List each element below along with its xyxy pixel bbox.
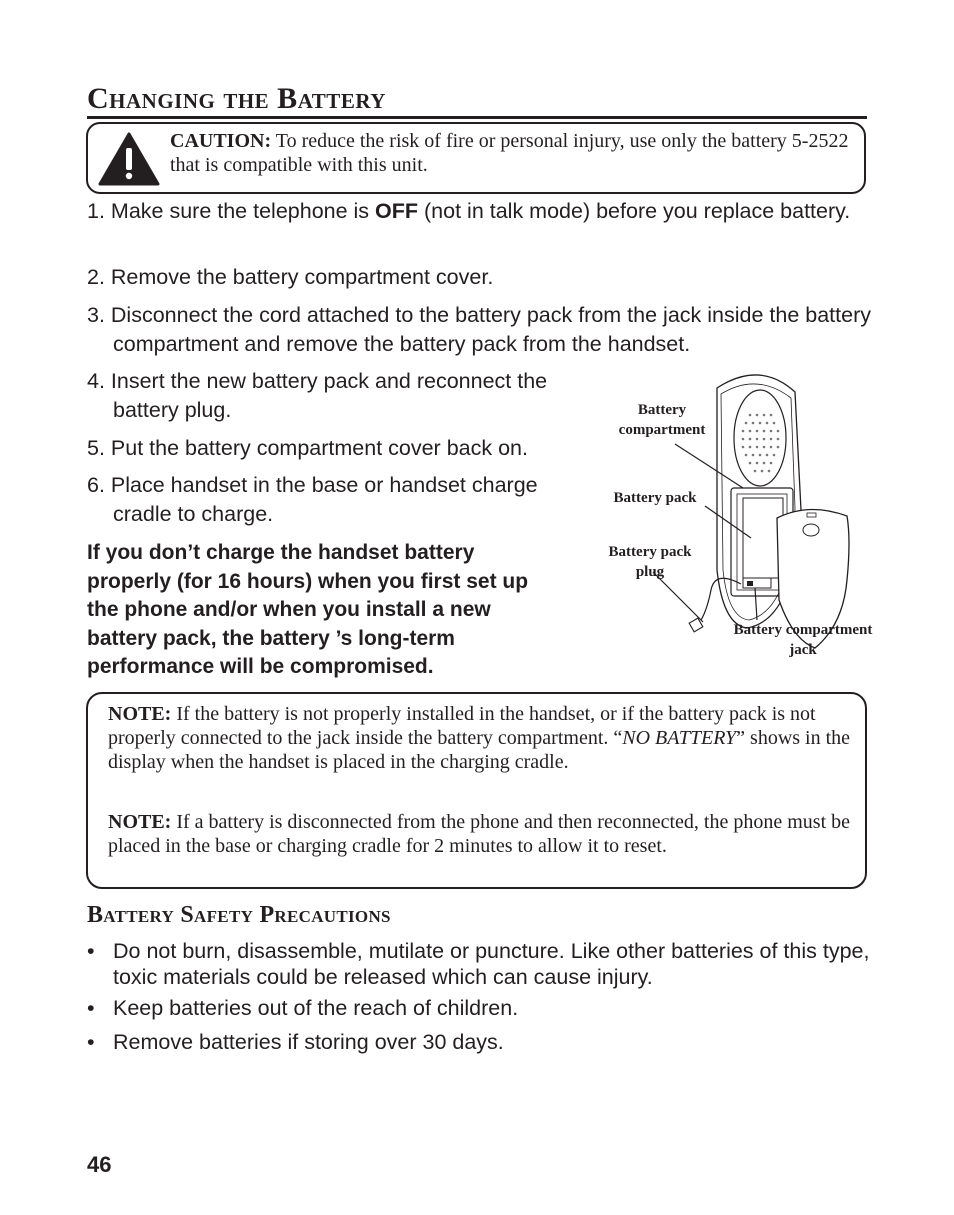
step-1-off: OFF — [375, 199, 419, 223]
step-1-text-end: (not in talk mode) before you replace battery. — [418, 199, 851, 223]
label-battery-pack-plug: Battery pack plug — [608, 544, 692, 580]
bullet-icon: • — [87, 939, 95, 963]
speaker-dots — [742, 414, 780, 473]
note-1-label: NOTE: — [108, 703, 172, 725]
handset-figure — [595, 370, 885, 670]
note-1-display-text: NO BATTERY — [622, 727, 737, 749]
note-2 — [108, 810, 858, 858]
step-1-text: 1. Make sure the telephone is — [87, 199, 376, 223]
step-1 — [87, 197, 863, 226]
note-1-text-end: ” shows in the display when the handset is placed in the charging cradle. — [108, 727, 851, 773]
caution-label: CAUTION: — [170, 130, 272, 152]
safety-item-3-text: Remove batteries if storing over 30 days. — [113, 1030, 504, 1054]
step-5: 5. Put the battery compartment cover back on. — [87, 436, 528, 460]
safety-item-2 — [87, 995, 883, 1021]
bullet-icon: • — [87, 996, 95, 1020]
warning-triangle-icon — [97, 131, 161, 187]
label-battery-compartment: Battery compartment — [618, 402, 706, 438]
note-2-label: NOTE: — [108, 811, 172, 833]
note-1-text: If the battery is not properly installed in the handset, or if the battery pack is not properly connected to the jack inside the battery compartment. “ — [108, 703, 816, 749]
step-6: 6. Place handset in the base or handset charge cradle to charge. — [87, 473, 538, 526]
title-rule — [87, 116, 867, 119]
bullet-icon: • — [87, 1030, 95, 1054]
safety-item-1 — [87, 938, 883, 990]
caution-body: To reduce the risk of fire or personal injury, use only the battery 5-2522 that is compatible with this unit. — [170, 130, 849, 176]
note-2-text: If a battery is disconnected from the phone and then reconnected, the phone must be placed in the base or charging cradle for 2 minutes to allow it to reset. — [108, 811, 850, 857]
label-battery-compartment-jack: Battery compartment jack — [733, 622, 873, 658]
safety-item-1-text: Do not burn, disassemble, mutilate or puncture. Like other batteries of this type, toxic materials could be released which can cause injury. — [113, 939, 870, 989]
step-2: 2. Remove the battery compartment cover. — [87, 265, 494, 289]
safety-title: Battery Safety Precautions — [87, 902, 391, 928]
step-3: 3. Disconnect the cord attached to the battery pack from the jack inside the battery compartment and remove the battery pack from the handset. — [87, 303, 871, 356]
charging-warning: If you don’t charge the handset battery properly (for 16 hours) when you first set up the phone and/or when you install a new battery pack, the battery ’s long-term performance will be compromised. — [87, 541, 529, 678]
note-1 — [108, 702, 858, 774]
step-4: 4. Insert the new battery pack and reconnect the battery plug. — [87, 369, 548, 422]
page-title: Changing the Battery — [87, 82, 386, 115]
safety-item-3 — [87, 1029, 883, 1055]
label-battery-pack: Battery pack — [613, 490, 697, 506]
safety-item-2-text: Keep batteries out of the reach of children. — [113, 996, 519, 1020]
page-number: 46 — [87, 1152, 112, 1177]
caution-text — [170, 129, 850, 177]
